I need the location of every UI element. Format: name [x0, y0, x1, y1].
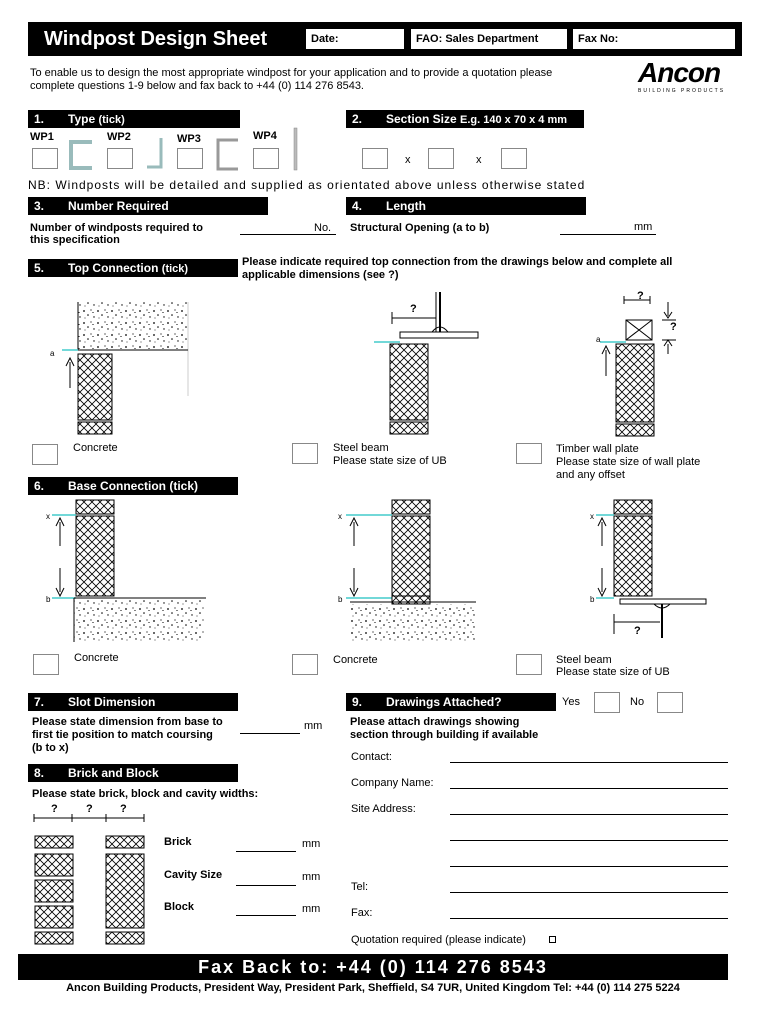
wp2-label: WP2: [107, 131, 131, 143]
fao-field: [411, 29, 567, 49]
quotation-label: Quotation required (please indicate): [351, 934, 526, 946]
date-label: Date:: [311, 33, 339, 45]
wp2-profile-icon: [145, 136, 165, 170]
brick-width-mark: ?: [51, 803, 58, 815]
wp3-label: WP3: [177, 133, 201, 145]
point-a-top-1: a: [50, 349, 55, 358]
top-steel-beam-diagram: [360, 290, 500, 438]
no-label: No: [630, 696, 645, 708]
base-steel-beam-diagram: [590, 498, 720, 646]
tel-label: Tel:: [351, 881, 369, 893]
base-steel-beam-note: Please state size of UB: [556, 666, 670, 678]
section-thickness-field[interactable]: [501, 148, 527, 169]
timber-depth-mark: ?: [670, 321, 677, 333]
top-timber-label: Timber wall plate: [556, 443, 639, 455]
point-x-base-3: x: [590, 512, 594, 521]
page-title: Windpost Design Sheet: [44, 28, 268, 50]
tel-input[interactable]: [450, 892, 728, 893]
number-unit: No.: [314, 222, 332, 234]
nb-note: NB: Windposts will be detailed and supplied as orientated above unless otherwise stated: [28, 178, 586, 192]
brick-block-section-diagram: [32, 812, 152, 952]
drawings-no-checkbox[interactable]: [657, 692, 683, 713]
top-timber-note-1: Please state size of wall plate: [556, 456, 701, 468]
section-8-header: 8. Brick and Block: [28, 764, 238, 782]
brick-block-question: Please state brick, block and cavity widths:: [32, 788, 259, 800]
wp4-checkbox[interactable]: [253, 148, 279, 169]
length-unit: mm: [634, 221, 653, 233]
wp3-profile-icon: [214, 138, 240, 172]
steel-beam-dimension-mark: ?: [410, 303, 417, 315]
top-connection-instruction-1: Please indicate required top connection from the drawings below and complete all: [242, 256, 673, 268]
times-sign-2: x: [476, 154, 482, 166]
logo-tagline: BUILDING PRODUCTS: [638, 88, 726, 94]
wp4-label: WP4: [253, 130, 277, 142]
section-width-field[interactable]: [428, 148, 454, 169]
cavity-label: Cavity Size: [164, 869, 223, 881]
base-concrete-2-checkbox[interactable]: [292, 654, 318, 675]
top-concrete-label: Concrete: [73, 442, 118, 454]
wp1-profile-icon: [68, 140, 94, 170]
top-timber-plate-diagram: [590, 288, 690, 438]
base-steel-beam-label: Steel beam: [556, 654, 612, 666]
fax-input[interactable]: [450, 918, 728, 919]
logo-name: Ancon: [638, 57, 721, 88]
company-input[interactable]: [450, 788, 728, 789]
brick-unit: mm: [302, 838, 321, 850]
point-b-base-2: b: [338, 595, 343, 604]
number-required-question-2: this specification: [30, 234, 120, 246]
fax-no-label: Fax No:: [578, 33, 619, 45]
point-b-base-3: b: [590, 595, 595, 604]
brick-label: Brick: [164, 836, 192, 848]
section-2-header: 2. Section Size E.g. 140 x 70 x 4 mm: [346, 110, 584, 128]
wp2-checkbox[interactable]: [107, 148, 133, 169]
intro-line-1: To enable us to design the most appropriate windpost for your application and to provide a quotation please: [30, 67, 553, 79]
slot-dimension-question-2: first tie position to match coursing: [32, 729, 213, 741]
base-concrete-label: Concrete: [74, 652, 119, 664]
top-concrete-checkbox[interactable]: [32, 444, 58, 465]
section-1-header: 1. Type (tick): [28, 110, 240, 128]
top-connection-instruction-2: applicable dimensions (see ?): [242, 269, 399, 281]
base-concrete-checkbox[interactable]: [33, 654, 59, 675]
slot-dimension-unit: mm: [304, 720, 323, 732]
yes-label: Yes: [562, 696, 580, 708]
site-address-input-1[interactable]: [450, 814, 728, 815]
base-concrete-diagram: [40, 498, 210, 646]
ancon-logo: [638, 58, 742, 94]
fao-label: FAO: Sales Department: [416, 33, 539, 45]
block-label: Block: [164, 901, 194, 913]
section-3-header: 3. Number Required: [28, 197, 268, 215]
contact-input[interactable]: [450, 762, 728, 763]
footer-address: Ancon Building Products, President Way, President Park, Sheffield, S4 7UR, United Kingdom Tel: +44 (0) 114 275 5224: [66, 982, 680, 994]
drawings-yes-checkbox[interactable]: [594, 692, 620, 713]
fax-no-field[interactable]: [573, 29, 735, 49]
top-timber-note-2: and any offset: [556, 469, 625, 481]
site-address-label: Site Address:: [351, 803, 416, 815]
wp1-checkbox[interactable]: [32, 148, 58, 169]
wp1-label: WP1: [30, 131, 54, 143]
section-9-header: 9. Drawings Attached?: [346, 693, 556, 711]
section-4-header: 4. Length: [346, 197, 586, 215]
fax-back-text: Fax Back to: +44 (0) 114 276 8543: [198, 957, 548, 977]
point-b-base-1: b: [46, 595, 51, 604]
number-required-question-1: Number of windposts required to: [30, 222, 203, 234]
cavity-unit: mm: [302, 871, 321, 883]
top-timber-checkbox[interactable]: [516, 443, 542, 464]
quotation-checkbox[interactable]: [549, 936, 556, 943]
drawings-note-1: Please attach drawings showing: [350, 716, 520, 728]
section-7-header: 7. Slot Dimension: [28, 693, 238, 711]
wp3-checkbox[interactable]: [177, 148, 203, 169]
section-5-header: 5. Top Connection (tick): [28, 259, 238, 277]
base-steel-beam-checkbox[interactable]: [516, 654, 542, 675]
company-label: Company Name:: [351, 777, 434, 789]
wp4-profile-icon: [292, 128, 300, 172]
top-concrete-diagram: [40, 296, 200, 436]
point-x-base-2: x: [338, 512, 342, 521]
slot-dimension-question-3: (b to x): [32, 742, 69, 754]
base-concrete-2-diagram: [336, 498, 486, 646]
slot-dimension-input[interactable]: [240, 733, 300, 734]
point-a-top-3: a: [596, 335, 601, 344]
times-sign-1: x: [405, 154, 411, 166]
slot-dimension-question-1: Please state dimension from base to: [32, 716, 223, 728]
top-steel-beam-label: Steel beam: [333, 442, 389, 454]
block-unit: mm: [302, 903, 321, 915]
site-address-input-3[interactable]: [450, 866, 728, 867]
base-concrete-2-label: Concrete: [333, 654, 378, 666]
base-steel-dimension-mark: ?: [634, 625, 641, 637]
date-field[interactable]: [306, 29, 404, 49]
intro-line-2: complete questions 1-9 below and fax back to +44 (0) 114 276 8543.: [30, 80, 364, 92]
block-width-mark: ?: [120, 803, 127, 815]
brick-width-input[interactable]: [236, 851, 296, 852]
site-address-input-2[interactable]: [450, 840, 728, 841]
cavity-width-mark: ?: [86, 803, 93, 815]
timber-width-mark: ?: [637, 290, 644, 302]
fax-label: Fax:: [351, 907, 373, 919]
structural-opening-question: Structural Opening (a to b): [350, 222, 490, 234]
top-steel-beam-checkbox[interactable]: [292, 443, 318, 464]
contact-label: Contact:: [351, 751, 392, 763]
top-steel-beam-note: Please state size of UB: [333, 455, 447, 467]
section-depth-field[interactable]: [362, 148, 388, 169]
section-6-header: 6. Base Connection (tick): [28, 477, 238, 495]
drawings-note-2: section through building if available: [350, 729, 539, 741]
structural-opening-input[interactable]: [560, 234, 656, 235]
block-width-input[interactable]: [236, 915, 296, 916]
cavity-width-input[interactable]: [236, 885, 296, 886]
point-x-base-1: x: [46, 512, 50, 521]
